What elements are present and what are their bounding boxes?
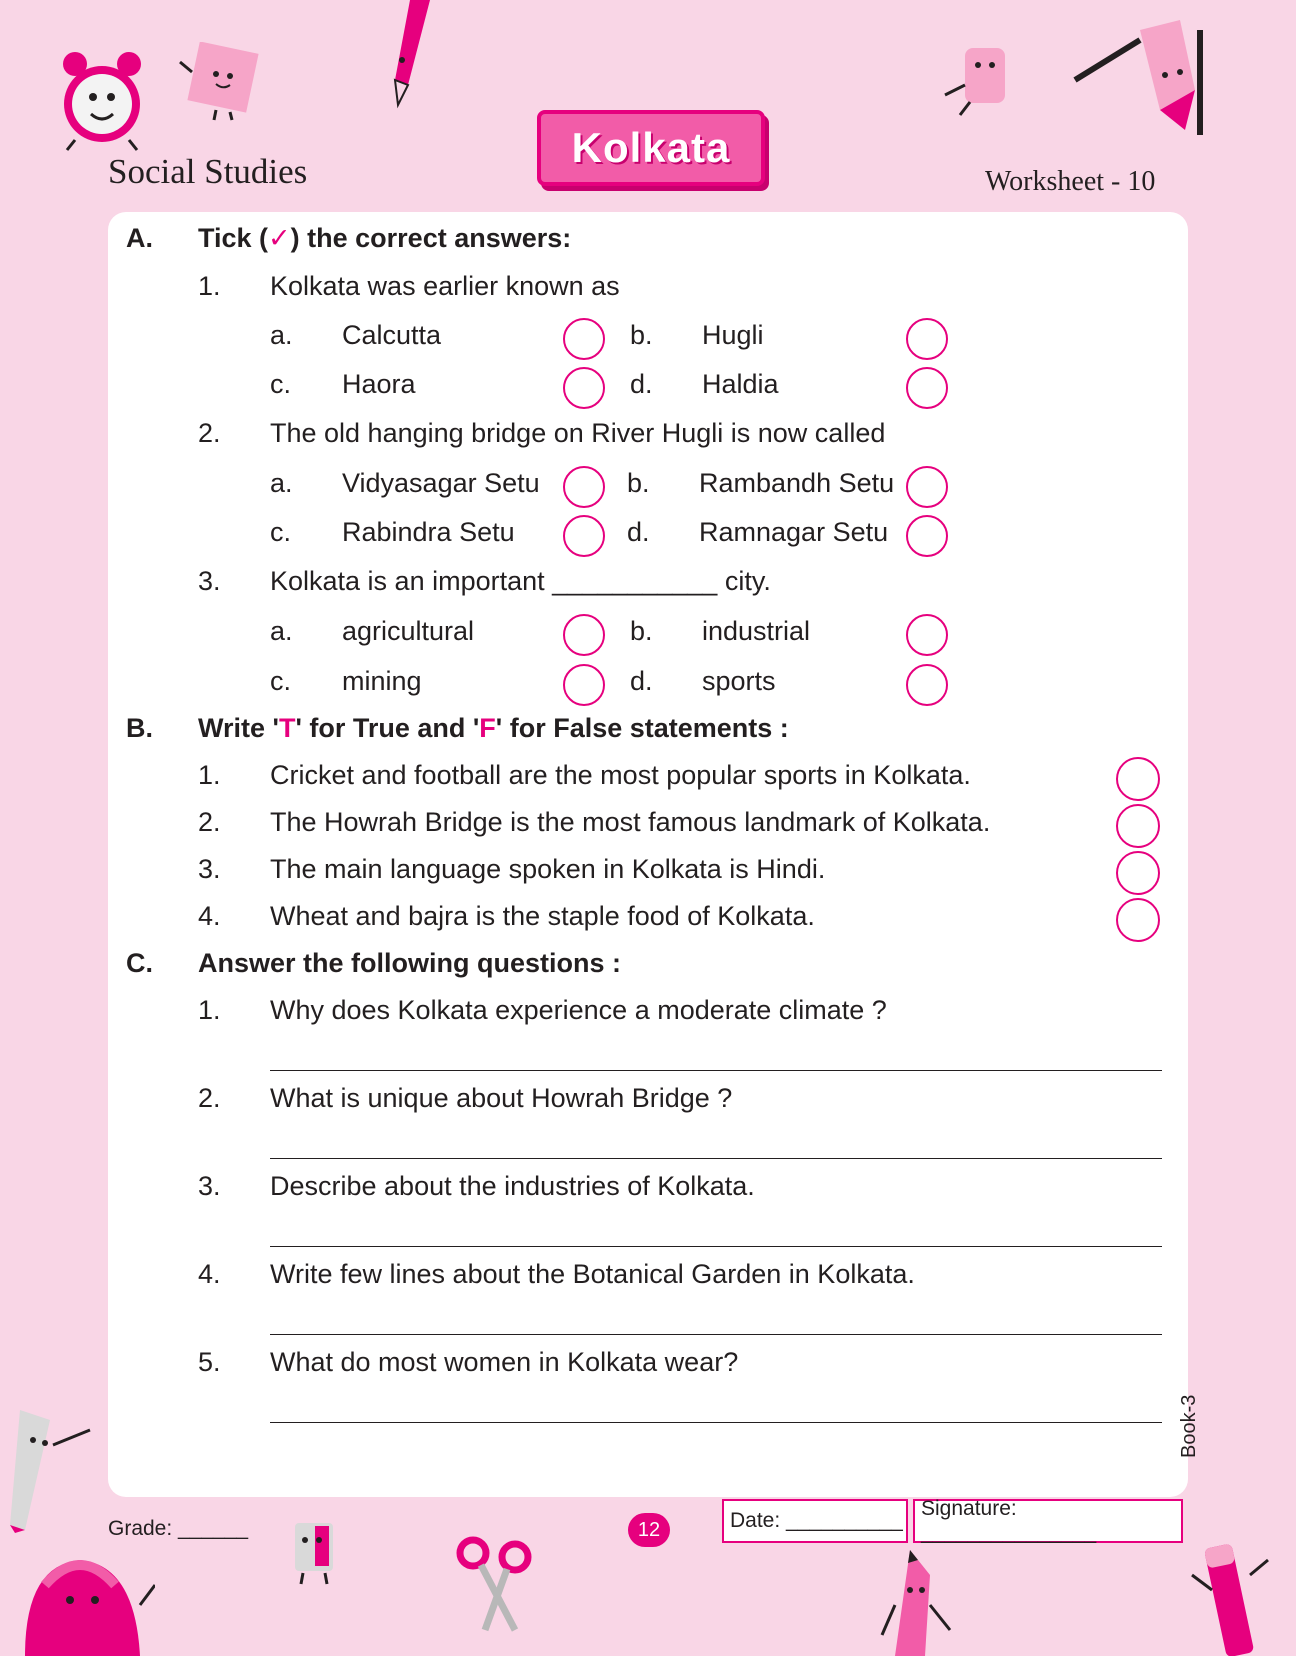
true-false-circle[interactable] <box>1116 757 1160 801</box>
statement-text: Cricket and football are the most popular sports in Kolkata. <box>270 760 971 790</box>
option-text: sports <box>702 666 776 696</box>
answer-line[interactable] <box>270 1070 1162 1071</box>
section-b-heading: Write 'T' for True and 'F' for False statements : <box>198 713 789 743</box>
question-number: 5. <box>198 1347 221 1377</box>
statement-number: 4. <box>198 901 221 931</box>
option-letter: a. <box>270 320 293 350</box>
question-text: Describe about the industries of Kolkata. <box>270 1171 755 1201</box>
question-number: 4. <box>198 1259 221 1289</box>
answer-line[interactable] <box>270 1422 1162 1423</box>
backpack-icon <box>15 1525 155 1656</box>
answer-line[interactable] <box>270 1246 1162 1247</box>
marker-icon <box>1190 1540 1270 1656</box>
answer-line[interactable] <box>270 1334 1162 1335</box>
answer-circle[interactable] <box>906 367 948 409</box>
sharpener-icon <box>285 1518 345 1588</box>
notepad-icon <box>178 42 268 122</box>
option-text: Hugli <box>702 320 764 350</box>
signature-field[interactable]: Signature: _______________ <box>913 1499 1183 1543</box>
option-letter: c. <box>270 369 292 399</box>
worksheet-title: Kolkata <box>571 124 731 171</box>
section-c-heading: Answer the following questions : <box>198 948 622 978</box>
answer-circle[interactable] <box>906 664 948 706</box>
option-letter: d. <box>630 369 653 399</box>
tick-icon: ✓ <box>268 223 291 253</box>
statement-text: The main language spoken in Kolkata is Hindi. <box>270 854 826 884</box>
true-false-circle[interactable] <box>1116 804 1160 848</box>
option-text: Vidyasagar Setu <box>342 468 540 498</box>
option-letter: a. <box>270 468 293 498</box>
pencil-character-icon <box>1070 10 1210 140</box>
ruler-icon <box>5 1405 95 1535</box>
pencil-character-icon <box>880 1545 960 1656</box>
option-text: industrial <box>702 616 811 646</box>
option-letter: d. <box>630 666 653 696</box>
option-text: Haldia <box>702 369 779 399</box>
statement-number: 1. <box>198 760 221 790</box>
worksheet-title-badge <box>537 110 765 186</box>
question-number: 2. <box>198 418 221 448</box>
answer-circle[interactable] <box>563 367 605 409</box>
answer-circle[interactable] <box>906 466 948 508</box>
eraser-icon <box>940 40 1030 120</box>
section-b-letter: B. <box>126 713 153 743</box>
answer-circle[interactable] <box>906 318 948 360</box>
option-text: Calcutta <box>342 320 442 350</box>
option-text: mining <box>342 666 422 696</box>
option-text: agricultural <box>342 616 475 646</box>
option-text: Ramnagar Setu <box>699 517 889 547</box>
date-field[interactable]: Date: __________ <box>722 1499 908 1543</box>
book-label: Book-3 <box>1178 1394 1200 1458</box>
alarm-clock-icon <box>55 42 150 152</box>
option-letter: a. <box>270 616 293 646</box>
statement-text: Wheat and bajra is the staple food of Kolkata. <box>270 901 815 931</box>
statement-text: The Howrah Bridge is the most famous landmark of Kolkata. <box>270 807 991 837</box>
option-text: Rambandh Setu <box>699 468 895 498</box>
answer-circle[interactable] <box>563 466 605 508</box>
option-text: Rabindra Setu <box>342 517 515 547</box>
true-false-circle[interactable] <box>1116 851 1160 895</box>
question-text: Kolkata was earlier known as <box>270 271 620 301</box>
question-text: What is unique about Howrah Bridge ? <box>270 1083 733 1113</box>
question-number: 1. <box>198 271 221 301</box>
answer-circle[interactable] <box>563 614 605 656</box>
pencil-icon <box>380 0 440 110</box>
answer-circle[interactable] <box>563 515 605 557</box>
statement-number: 2. <box>198 807 221 837</box>
question-number: 2. <box>198 1083 221 1113</box>
option-text: Haora <box>342 369 416 399</box>
true-false-circle[interactable] <box>1116 898 1160 942</box>
option-letter: c. <box>270 517 292 547</box>
option-letter: d. <box>627 517 650 547</box>
answer-circle[interactable] <box>563 318 605 360</box>
question-text: What do most women in Kolkata wear? <box>270 1347 739 1377</box>
grade-field[interactable]: Grade: ______ <box>108 1517 249 1540</box>
subject-title: Social Studies <box>108 152 308 191</box>
question-text: Why does Kolkata experience a moderate climate ? <box>270 995 887 1025</box>
answer-line[interactable] <box>270 1158 1162 1159</box>
question-number: 3. <box>198 566 221 596</box>
worksheet-card <box>108 212 1188 1497</box>
page-number: 12 <box>628 1513 670 1547</box>
option-letter: b. <box>630 616 653 646</box>
question-text: Write few lines about the Botanical Garden in Kolkata. <box>270 1259 915 1289</box>
question-number: 1. <box>198 995 221 1025</box>
answer-circle[interactable] <box>906 515 948 557</box>
answer-circle[interactable] <box>563 664 605 706</box>
worksheet-number: Worksheet - 10 <box>985 166 1156 197</box>
answer-circle[interactable] <box>906 614 948 656</box>
option-letter: b. <box>630 320 653 350</box>
statement-number: 3. <box>198 854 221 884</box>
option-letter: c. <box>270 666 292 696</box>
question-text: The old hanging bridge on River Hugli is now called <box>270 418 886 448</box>
option-letter: b. <box>627 468 650 498</box>
question-text: Kolkata is an important ___________ city. <box>270 566 771 596</box>
question-number: 3. <box>198 1171 221 1201</box>
section-a-heading: Tick (✓) the correct answers: <box>198 223 572 253</box>
scissors-icon <box>455 1535 535 1635</box>
section-a-letter: A. <box>126 223 153 253</box>
section-c-letter: C. <box>126 948 153 978</box>
